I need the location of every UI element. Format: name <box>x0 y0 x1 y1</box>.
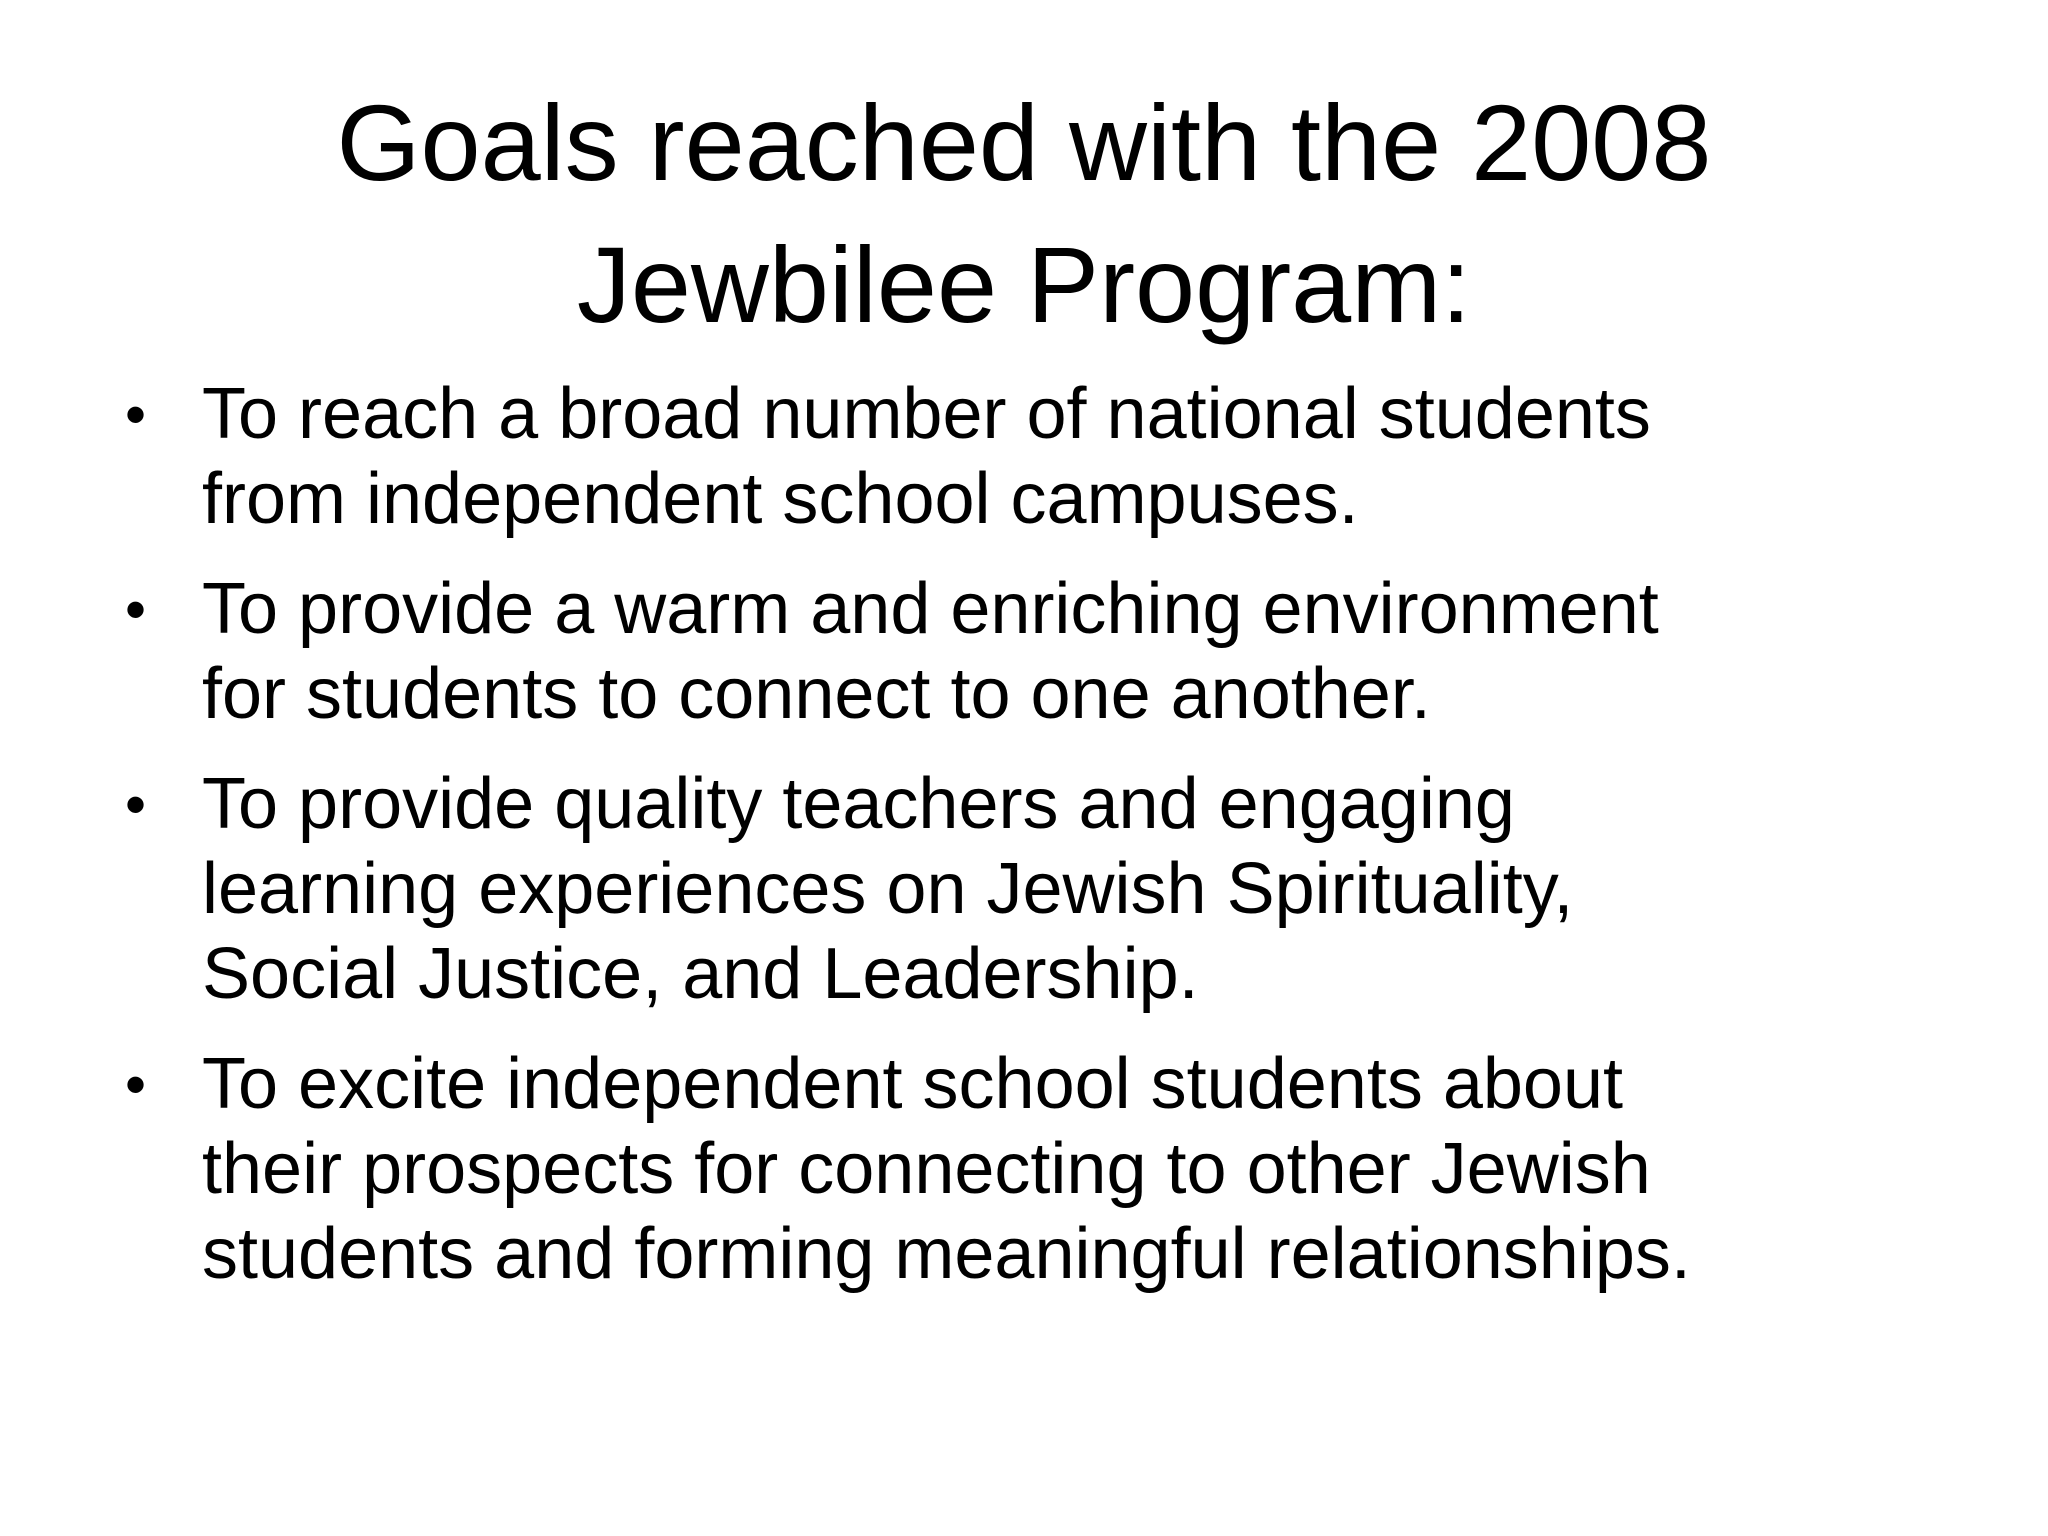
bullet-text-line: To provide a warm and enriching environment <box>202 569 1659 649</box>
bullet-text-line: students and forming meaningful relationships. <box>202 1214 1691 1294</box>
bullet-item-quality-teachers <box>125 762 1985 1017</box>
bullet-text-line: To provide quality teachers and engaging <box>202 764 1515 844</box>
bullet-text-line: To reach a broad number of national students <box>202 374 1651 454</box>
bullet-list <box>125 372 1985 1322</box>
bullet-text-line: Social Justice, and Leadership. <box>202 934 1199 1014</box>
bullet-item-warm-environment <box>125 567 1985 737</box>
bullet-icon: • <box>125 1051 147 1118</box>
bullet-text-line: learning experiences on Jewish Spirituality, <box>202 849 1574 929</box>
bullet-item-reach-students <box>125 372 1985 542</box>
bullet-text-line: their prospects for connecting to other Jewish <box>202 1129 1651 1209</box>
bullet-item-excite-students <box>125 1042 1985 1297</box>
bullet-icon: • <box>125 771 147 838</box>
slide-title-line-2: Jewbilee Program: <box>576 224 1472 345</box>
bullet-icon: • <box>125 381 147 448</box>
slide-title-line-1: Goals reached with the 2008 <box>336 82 1712 203</box>
bullet-text-line: from independent school campuses. <box>202 459 1359 539</box>
bullet-text-line: To excite independent school students about <box>202 1044 1624 1124</box>
bullet-icon: • <box>125 576 147 643</box>
bullet-text-line: for students to connect to one another. <box>202 654 1431 734</box>
slide-title <box>0 72 2048 356</box>
